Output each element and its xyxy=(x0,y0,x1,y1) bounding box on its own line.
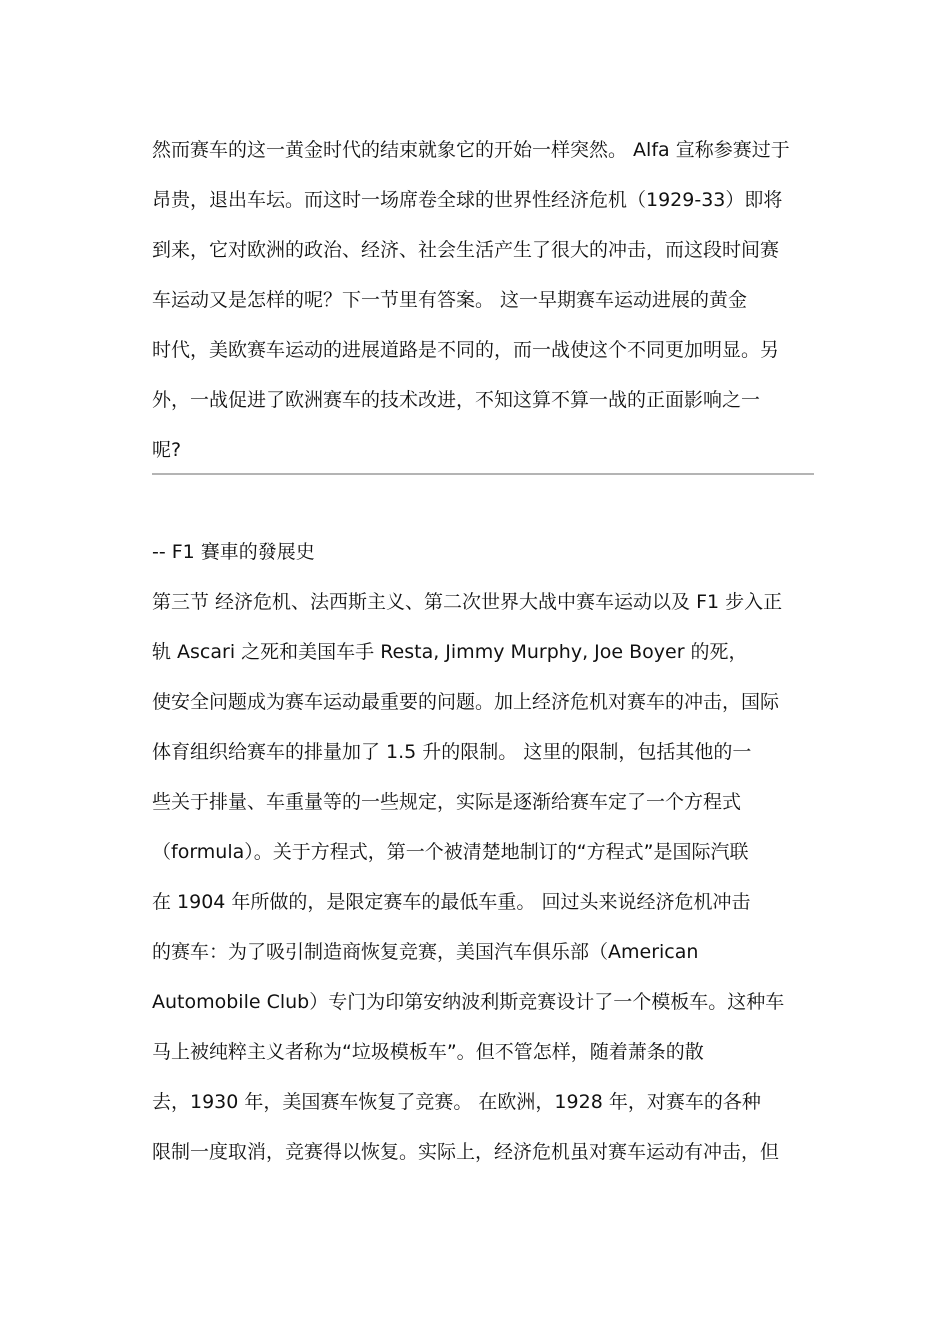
text-line: 限制一度取消，竞赛得以恢复。实际上，经济危机虽对赛车运动有冲击，但 xyxy=(152,1141,780,1163)
text-line: 马上被纯粹主义者称为“垃圾模板车”。但不管怎样，随着萧条的散 xyxy=(152,1041,704,1063)
text-line: 在 1904 年所做的，是限定赛车的最低车重。 回过头来说经济危机冲击 xyxy=(152,891,751,913)
text-line: 体育组织给赛车的排量加了 1.5 升的限制。 这里的限制，包括其他的一 xyxy=(152,741,752,763)
text-line: 些关于排量、车重量等的一些规定，实际是逐渐给赛车定了一个方程式 xyxy=(152,791,742,813)
text-line: 时代，美欧赛车运动的进展道路是不同的，而一战使这个不同更加明显。另 xyxy=(152,339,780,361)
text-line: 外，一战促进了欧洲赛车的技术改进，不知这算不算一战的正面影响之一 xyxy=(152,389,761,411)
text-line: 车运动又是怎样的呢？下一节里有答案。 这一早期赛车运动进展的黄金 xyxy=(152,289,748,311)
text-line: 然而赛车的这一黄金时代的结束就象它的开始一样突然。 Alfa 宣称参赛过于 xyxy=(152,139,790,161)
text-line: （formula）。关于方程式，第一个被清楚地制订的“方程式”是国际汽联 xyxy=(152,841,749,863)
paragraph-golden-age-end xyxy=(152,125,812,475)
paragraph-section-three xyxy=(152,577,812,1177)
text-line: 到来，它对欧洲的政治、经济、社会生活产生了很大的冲击，而这段时间赛 xyxy=(152,239,780,261)
horizontal-divider xyxy=(152,473,814,475)
text-line: 昂贵，退出车坛。而这时一场席卷全球的世界性经济危机（1929-33）即将 xyxy=(152,189,783,211)
text-line: 第三节 经济危机、法西斯主义、第二次世界大战中赛车运动以及 F1 步入正 xyxy=(152,591,783,613)
text-line: 轨 Ascari 之死和美国车手 Resta, Jimmy Murphy, Joe Boyer 的死， xyxy=(152,641,748,663)
text-line: 去，1930 年，美国赛车恢复了竞赛。 在欧洲，1928 年，对赛车的各种 xyxy=(152,1091,761,1113)
text-line: 使安全问题成为赛车运动最重要的问题。加上经济危机对赛车的冲击，国际 xyxy=(152,691,780,713)
text-line: 的赛车：为了吸引制造商恢复竞赛，美国汽车俱乐部（American xyxy=(152,941,699,963)
text-line: 呢? xyxy=(152,439,182,461)
source-attribution: -- F1 賽車的發展史 xyxy=(152,541,315,563)
text-line: Automobile Club）专门为印第安纳波利斯竞赛设计了一个模板车。这种车 xyxy=(152,991,785,1013)
